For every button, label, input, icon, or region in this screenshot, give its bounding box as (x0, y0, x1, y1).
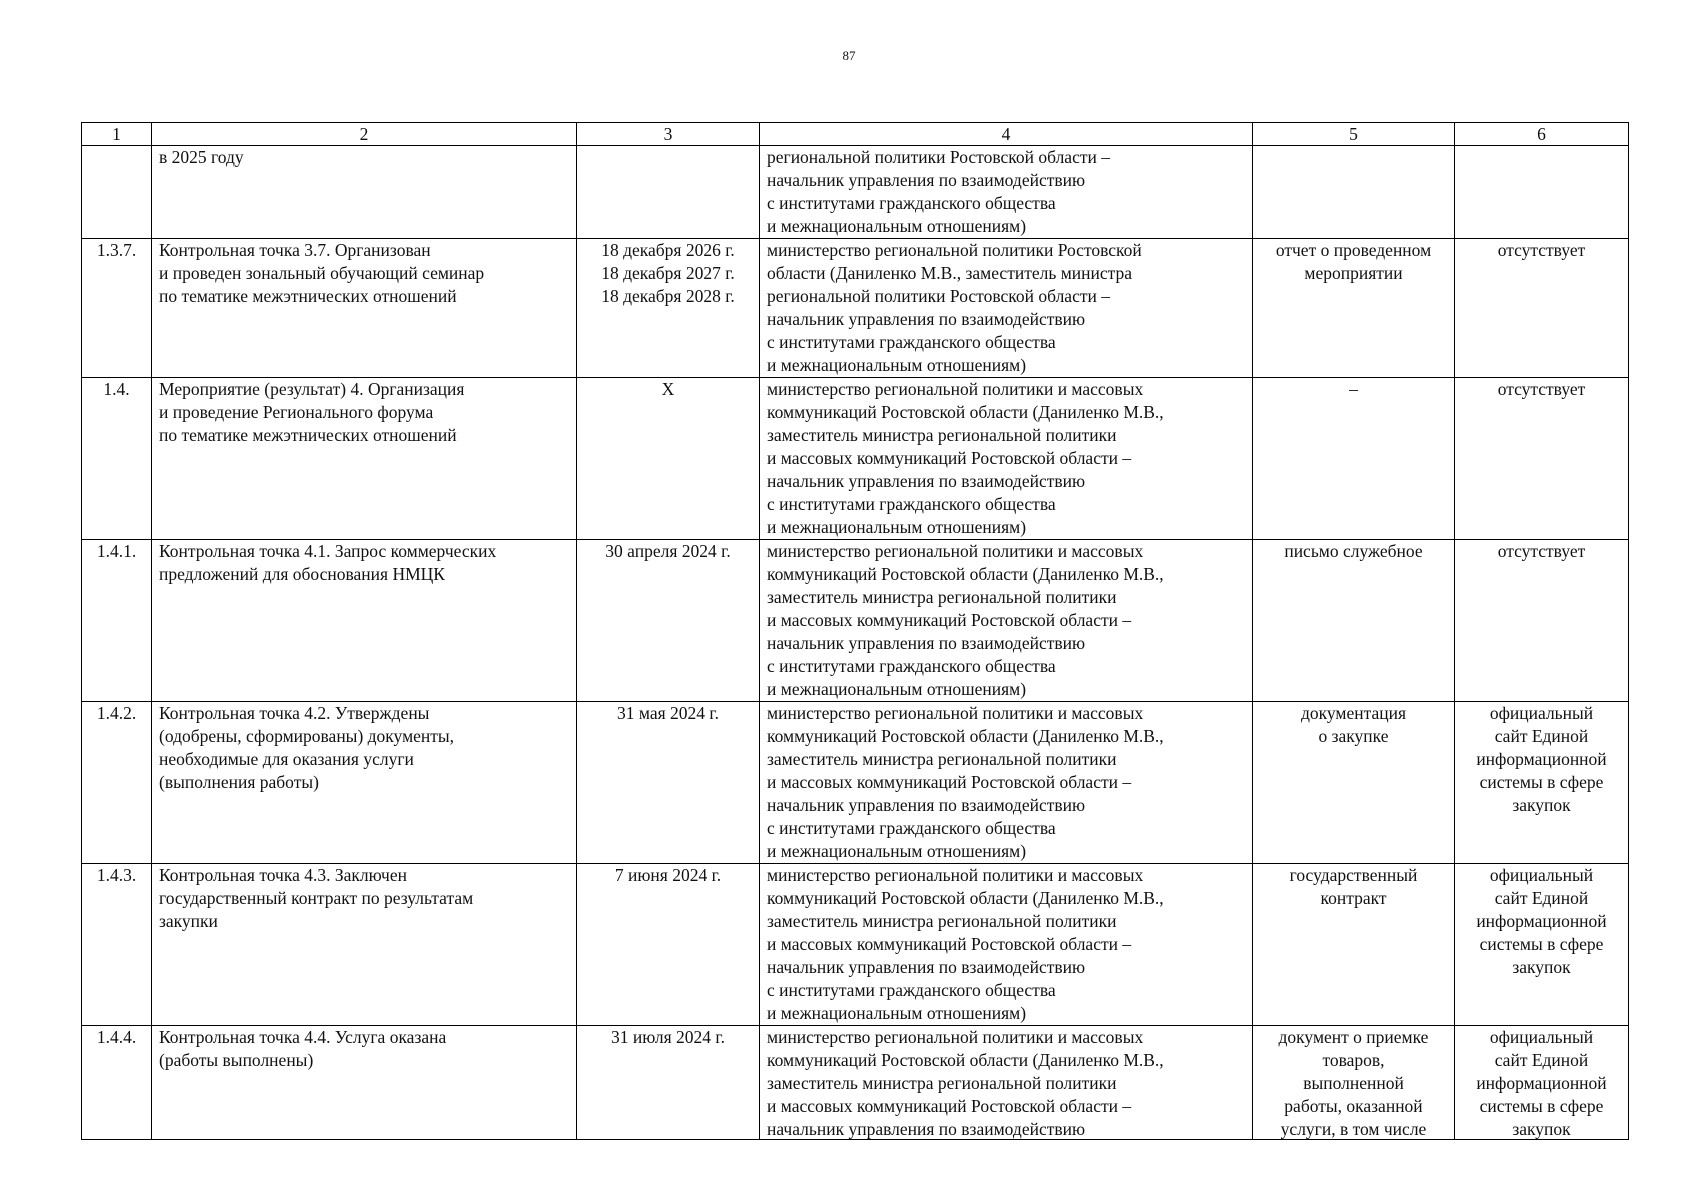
confirming-document-line: контракт (1320, 888, 1387, 908)
responsible-executor-line: и массовых коммуникаций Ростовской области – (767, 610, 1132, 630)
responsible-executor-line: с институтами гражданского общества (767, 980, 1056, 1000)
responsible-executor-line: и межнациональным отношениям) (767, 679, 1027, 699)
responsible-executor-line: министерство региональной политики и массовых (767, 1027, 1144, 1047)
deadline-line: 31 июля 2024 г. (611, 1027, 725, 1047)
information-system-line: официальный (1489, 703, 1594, 723)
column-number: 4 (760, 123, 1253, 146)
responsible-executor-line: региональной политики Ростовской области – (767, 286, 1110, 306)
table-row (82, 146, 1629, 239)
information-system-line: информационной (1476, 1073, 1607, 1093)
event-name-line: в 2025 году (159, 147, 244, 167)
responsible-executor-line: и межнациональным отношениям) (767, 841, 1027, 861)
confirming-document-cell (1253, 239, 1455, 378)
responsible-executor-line: с институтами гражданского общества (767, 193, 1056, 213)
confirming-document-line: услуги, в том числе (1280, 1119, 1427, 1139)
deadline-cell (577, 378, 760, 540)
confirming-document-cell (1253, 146, 1455, 239)
event-name-line: необходимые для оказания услуги (159, 749, 414, 769)
deadline-line: 18 декабря 2028 г. (601, 286, 735, 306)
event-name-line: государственный контракт по результатам (159, 888, 474, 908)
plan-table (81, 122, 1629, 1140)
responsible-executor-line: начальник управления по взаимодействию (767, 957, 1086, 977)
confirming-document-line: о закупке (1318, 726, 1389, 746)
responsible-executor-line: заместитель министра региональной политики (767, 749, 1117, 769)
information-system-line: закупок (1512, 1119, 1571, 1139)
table-row (82, 864, 1629, 1026)
column-number: 3 (577, 123, 760, 146)
confirming-document-cell (1253, 378, 1455, 540)
row-number: 1.4.1. (96, 541, 137, 561)
event-name-cell (152, 146, 577, 239)
event-name-line: Контрольная точка 4.1. Запрос коммерческих (159, 541, 497, 561)
row-number: 1.3.7. (96, 240, 137, 260)
responsible-executor-line: заместитель министра региональной политики (767, 425, 1117, 445)
event-name-line: Мероприятие (результат) 4. Организация (159, 379, 465, 399)
deadline-line: 18 декабря 2026 г. (601, 240, 735, 260)
confirming-document-line: – (1349, 379, 1358, 399)
responsible-executor-cell (760, 864, 1253, 1026)
responsible-executor-line: начальник управления по взаимодействию (767, 1119, 1086, 1139)
responsible-executor-line: министерство региональной политики и массовых (767, 703, 1144, 723)
responsible-executor-line: коммуникаций Ростовской области (Даниленко М.В., (767, 888, 1164, 908)
event-name-line: и проведение Регионального форума (159, 402, 434, 422)
responsible-executor-line: заместитель министра региональной политики (767, 587, 1117, 607)
deadline-cell (577, 1026, 760, 1140)
event-name-cell (152, 378, 577, 540)
deadline-line: 30 апреля 2024 г. (605, 541, 731, 561)
responsible-executor-line: коммуникаций Ростовской области (Даниленко М.В., (767, 564, 1164, 584)
event-name-line: (выполнения работы) (159, 772, 319, 792)
responsible-executor-line: начальник управления по взаимодействию (767, 170, 1086, 190)
table-row (82, 540, 1629, 702)
confirming-document-cell (1253, 864, 1455, 1026)
responsible-executor-line: и межнациональным отношениям) (767, 216, 1027, 236)
responsible-executor-line: области (Даниленко М.В., заместитель министра (767, 263, 1133, 283)
event-name-cell (152, 702, 577, 864)
deadline-line: Х (661, 379, 675, 399)
event-name-cell (152, 1026, 577, 1140)
confirming-document-line: государственный (1289, 865, 1418, 885)
row-number: 1.4.2. (96, 703, 137, 723)
responsible-executor-line: с институтами гражданского общества (767, 656, 1056, 676)
information-system-cell (1455, 702, 1629, 864)
event-name-line: (работы выполнены) (159, 1050, 314, 1070)
page-number: 87 (842, 48, 856, 63)
responsible-executor-cell (760, 239, 1253, 378)
responsible-executor-cell (760, 702, 1253, 864)
column-number-row (82, 123, 1629, 146)
information-system-line: сайт Единой (1494, 1050, 1589, 1070)
information-system-cell (1455, 864, 1629, 1026)
confirming-document-line: выполненной (1303, 1073, 1404, 1093)
deadline-cell (577, 239, 760, 378)
information-system-line: закупок (1512, 957, 1571, 977)
row-number-cell (82, 378, 152, 540)
deadline-line: 18 декабря 2027 г. (601, 263, 735, 283)
row-number-cell (82, 540, 152, 702)
event-name-line: предложений для обоснования НМЦК (159, 564, 445, 584)
information-system-cell (1455, 540, 1629, 702)
confirming-document-line: документация (1300, 703, 1407, 723)
table-row (82, 1026, 1629, 1140)
deadline-cell (577, 146, 760, 239)
responsible-executor-line: и межнациональным отношениям) (767, 1003, 1027, 1023)
information-system-cell (1455, 378, 1629, 540)
column-number: 6 (1455, 123, 1629, 146)
confirming-document-line: работы, оказанной (1284, 1096, 1423, 1116)
responsible-executor-cell (760, 146, 1253, 239)
confirming-document-line: товаров, (1322, 1050, 1385, 1070)
confirming-document-cell (1253, 1026, 1455, 1140)
information-system-line: сайт Единой (1494, 726, 1589, 746)
event-name-line: (одобрены, сформированы) документы, (159, 726, 455, 746)
confirming-document-line: отчет о проведенном (1275, 240, 1432, 260)
information-system-line: отсутствует (1497, 379, 1586, 399)
responsible-executor-line: и массовых коммуникаций Ростовской области – (767, 772, 1132, 792)
column-number: 2 (152, 123, 577, 146)
row-number-cell (82, 1026, 152, 1140)
deadline-cell (577, 702, 760, 864)
table-row (82, 702, 1629, 864)
row-number-cell (82, 864, 152, 1026)
responsible-executor-line: начальник управления по взаимодействию (767, 471, 1086, 491)
responsible-executor-line: министерство региональной политики и массовых (767, 541, 1144, 561)
responsible-executor-line: заместитель министра региональной политики (767, 1073, 1117, 1093)
responsible-executor-line: с институтами гражданского общества (767, 332, 1056, 352)
responsible-executor-line: начальник управления по взаимодействию (767, 795, 1086, 815)
information-system-line: отсутствует (1497, 240, 1586, 260)
row-number: 1.4.3. (96, 865, 137, 885)
row-number-cell (82, 239, 152, 378)
row-number: 1.4.4. (96, 1027, 137, 1047)
event-name-cell (152, 864, 577, 1026)
responsible-executor-line: и массовых коммуникаций Ростовской области – (767, 448, 1132, 468)
row-number-cell (82, 702, 152, 864)
deadline-cell (577, 540, 760, 702)
deadline-line: 31 мая 2024 г. (617, 703, 719, 723)
event-name-line: Контрольная точка 3.7. Организован (159, 240, 431, 260)
event-name-line: по тематике межэтнических отношений (159, 425, 457, 445)
confirming-document-cell (1253, 540, 1455, 702)
responsible-executor-line: заместитель министра региональной политики (767, 911, 1117, 931)
event-name-line: Контрольная точка 4.4. Услуга оказана (159, 1027, 447, 1047)
event-name-line: Контрольная точка 4.2. Утверждены (159, 703, 430, 723)
confirming-document-line: мероприятии (1304, 263, 1403, 283)
table-row (82, 239, 1629, 378)
event-name-line: Контрольная точка 4.3. Заключен (159, 865, 407, 885)
responsible-executor-line: начальник управления по взаимодействию (767, 633, 1086, 653)
row-number: 1.4. (103, 379, 130, 399)
responsible-executor-line: начальник управления по взаимодействию (767, 309, 1086, 329)
deadline-line: 7 июня 2024 г. (614, 865, 722, 885)
event-name-line: закупки (159, 911, 218, 931)
table-row (82, 378, 1629, 540)
responsible-executor-line: и межнациональным отношениям) (767, 355, 1027, 375)
information-system-line: официальный (1489, 1027, 1594, 1047)
event-name-cell (152, 239, 577, 378)
responsible-executor-line: коммуникаций Ростовской области (Даниленко М.В., (767, 726, 1164, 746)
responsible-executor-line: и массовых коммуникаций Ростовской области – (767, 1096, 1132, 1116)
information-system-line: системы в сфере (1479, 934, 1604, 954)
information-system-line: информационной (1476, 911, 1607, 931)
responsible-executor-line: с институтами гражданского общества (767, 494, 1056, 514)
responsible-executor-line: коммуникаций Ростовской области (Даниленко М.В., (767, 402, 1164, 422)
information-system-line: информационной (1476, 749, 1607, 769)
responsible-executor-line: и массовых коммуникаций Ростовской области – (767, 934, 1132, 954)
information-system-line: закупок (1512, 795, 1571, 815)
responsible-executor-line: региональной политики Ростовской области – (767, 147, 1110, 167)
event-name-cell (152, 540, 577, 702)
responsible-executor-line: и межнациональным отношениям) (767, 517, 1027, 537)
information-system-cell (1455, 146, 1629, 239)
event-name-line: и проведен зональный обучающий семинар (159, 263, 485, 283)
event-name-line: по тематике межэтнических отношений (159, 286, 457, 306)
information-system-line: сайт Единой (1494, 888, 1589, 908)
responsible-executor-line: министерство региональной политики и массовых (767, 865, 1144, 885)
information-system-line: отсутствует (1497, 541, 1586, 561)
confirming-document-cell (1253, 702, 1455, 864)
column-number: 1 (82, 123, 152, 146)
responsible-executor-cell (760, 540, 1253, 702)
responsible-executor-line: коммуникаций Ростовской области (Даниленко М.В., (767, 1050, 1164, 1070)
confirming-document-line: документ о приемке (1278, 1027, 1429, 1047)
information-system-line: официальный (1489, 865, 1594, 885)
responsible-executor-line: министерство региональной политики и массовых (767, 379, 1144, 399)
responsible-executor-cell (760, 1026, 1253, 1140)
column-number: 5 (1253, 123, 1455, 146)
row-number-cell (82, 146, 152, 239)
deadline-cell (577, 864, 760, 1026)
information-system-line: системы в сфере (1479, 772, 1604, 792)
information-system-cell (1455, 1026, 1629, 1140)
information-system-cell (1455, 239, 1629, 378)
confirming-document-line: письмо служебное (1284, 541, 1423, 561)
responsible-executor-line: министерство региональной политики Ростовской (767, 240, 1142, 260)
responsible-executor-cell (760, 378, 1253, 540)
information-system-line: системы в сфере (1479, 1096, 1604, 1116)
responsible-executor-line: с институтами гражданского общества (767, 818, 1056, 838)
